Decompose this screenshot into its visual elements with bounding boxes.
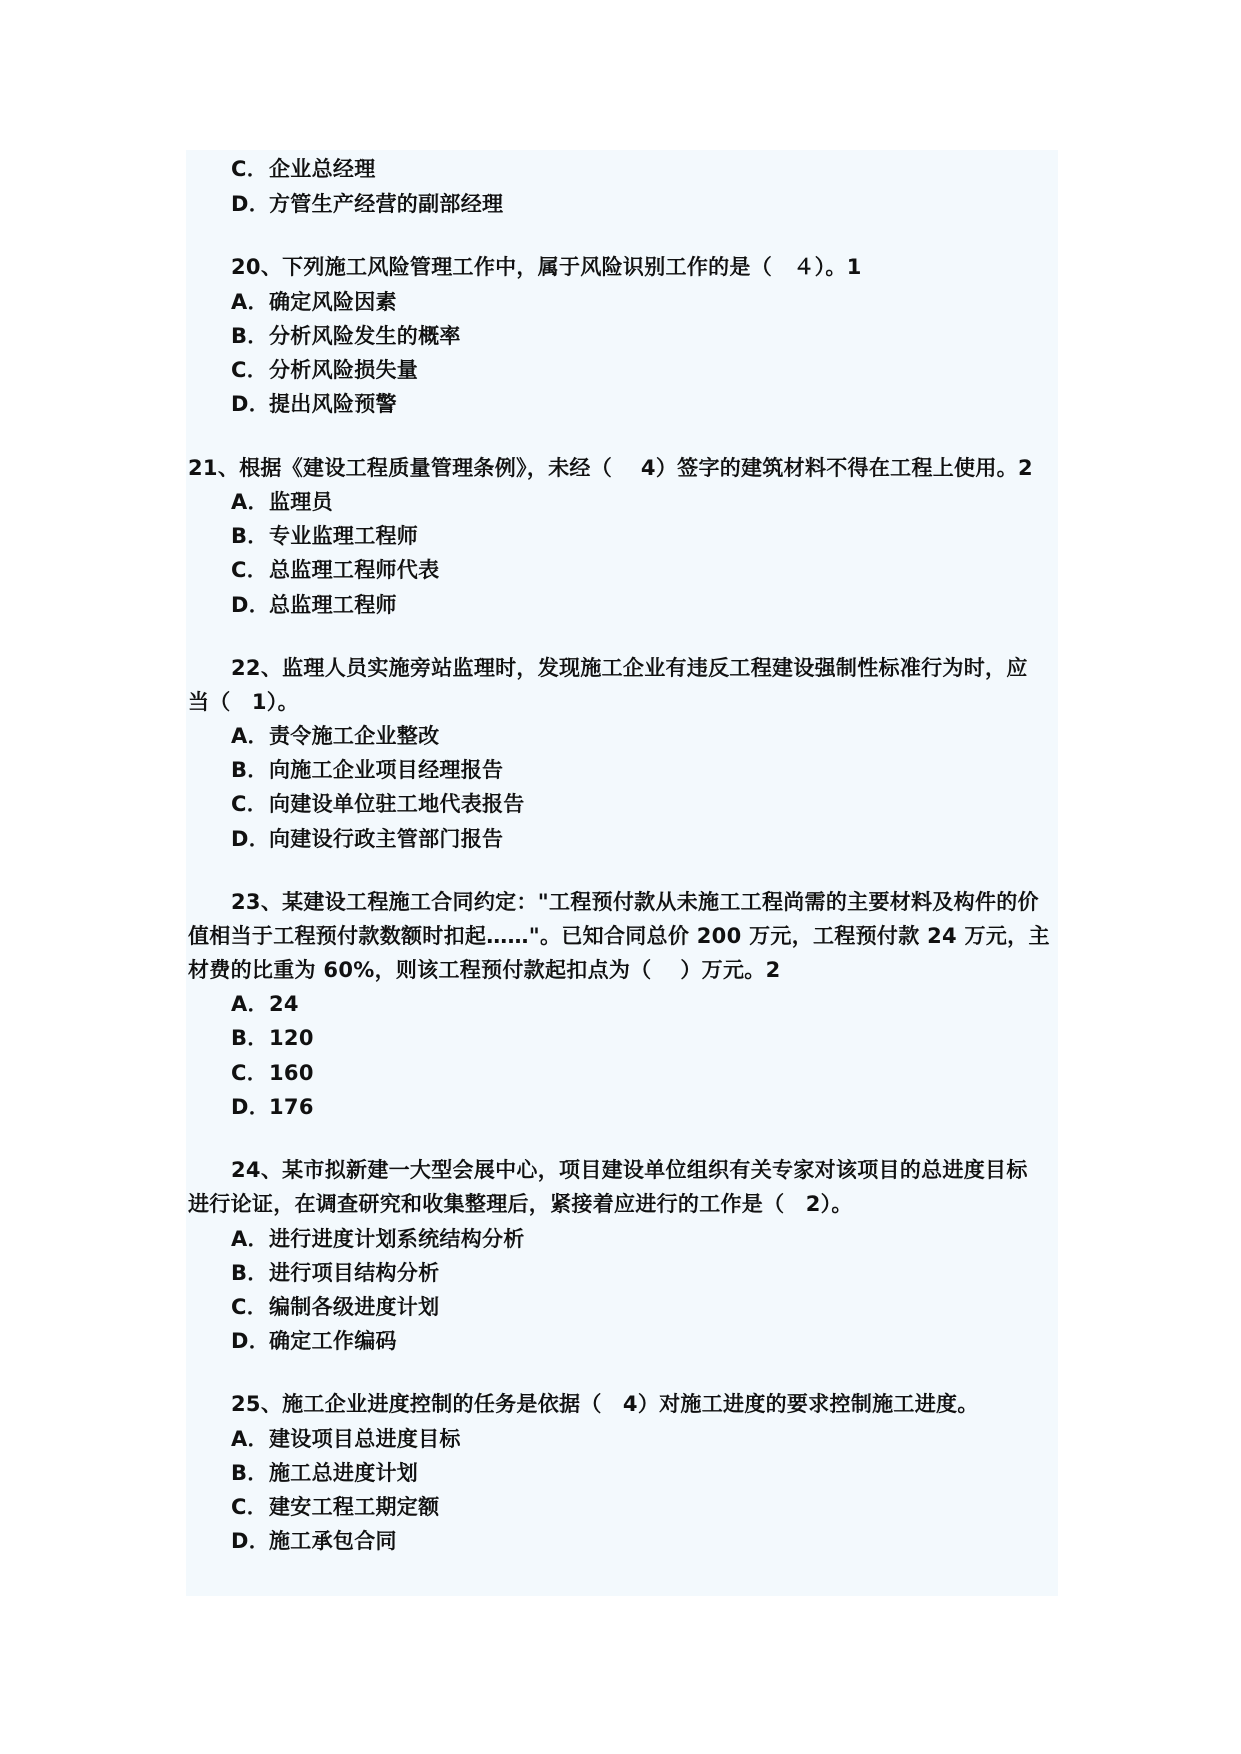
- option-D: D．提出风险预警: [231, 392, 397, 416]
- option-B: B．专业监理工程师: [231, 524, 419, 548]
- option-C: C．建安工程工期定额: [231, 1495, 440, 1519]
- option-D: D．总监理工程师: [231, 593, 397, 617]
- document-page: [186, 150, 1058, 1596]
- option-C: C．160: [231, 1061, 314, 1085]
- option-B: B．进行项目结构分析: [231, 1261, 440, 1285]
- question-20: 20、下列施工风险管理工作中，属于风险识别工作的是（ ４）。1: [231, 255, 862, 279]
- question-22-cont: 当（ 1）。: [188, 690, 299, 714]
- option-A: A．责令施工企业整改: [231, 724, 440, 748]
- question-24: 24、某市拟新建一大型会展中心，项目建设单位组织有关专家对该项目的总进度目标: [231, 1158, 1028, 1182]
- option-D: D．向建设行政主管部门报告: [231, 827, 504, 851]
- option-C: C．总监理工程师代表: [231, 558, 440, 582]
- question-21: 21、根据《建设工程质量管理条例》，未经（ 4）签字的建筑材料不得在工程上使用。2: [188, 456, 1033, 480]
- option-A: A．建设项目总进度目标: [231, 1427, 461, 1451]
- question-25: 25、施工企业进度控制的任务是依据（ 4）对施工进度的要求控制施工进度。: [231, 1392, 979, 1416]
- option-B: B．向施工企业项目经理报告: [231, 758, 504, 782]
- question-22: 22、监理人员实施旁站监理时，发现施工企业有违反工程建设强制性标准行为时，应: [231, 656, 1028, 680]
- option-C: C．企业总经理: [231, 157, 376, 181]
- option-C: C．向建设单位驻工地代表报告: [231, 792, 525, 816]
- option-D: D．176: [231, 1095, 314, 1119]
- option-A: A．确定风险因素: [231, 290, 397, 314]
- option-B: B．120: [231, 1026, 314, 1050]
- question-23: 23、某建设工程施工合同约定："工程预付款从未施工工程尚需的主要材料及构件的价: [231, 890, 1039, 914]
- question-23-cont-2: 材费的比重为 60%，则该工程预付款起扣点为（ ）万元。2: [188, 958, 781, 982]
- option-C: C．分析风险损失量: [231, 358, 419, 382]
- option-A: A．监理员: [231, 490, 333, 514]
- option-A: A．24: [231, 992, 299, 1016]
- question-23-cont-1: 值相当于工程预付款数额时扣起……"。已知合同总价 200 万元，工程预付款 24 万元，主: [188, 924, 1050, 948]
- option-D: D．施工承包合同: [231, 1529, 397, 1553]
- option-B: B．分析风险发生的概率: [231, 324, 461, 348]
- option-B: B．施工总进度计划: [231, 1461, 419, 1485]
- option-D: D．确定工作编码: [231, 1329, 397, 1353]
- option-A: A．进行进度计划系统结构分析: [231, 1227, 525, 1251]
- option-D: D．方管生产经营的副部经理: [231, 192, 504, 216]
- option-C: C．编制各级进度计划: [231, 1295, 440, 1319]
- question-24-cont: 进行论证，在调查研究和收集整理后，紧接着应进行的工作是（ 2）。: [188, 1192, 853, 1216]
